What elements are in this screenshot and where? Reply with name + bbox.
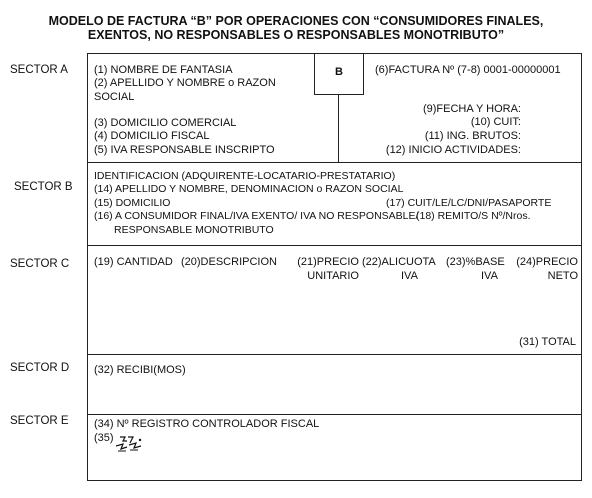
- remito-numero: (18) REMITO/S Nº/Nros.: [416, 210, 531, 222]
- col-alicuota-2: IVA: [401, 270, 418, 282]
- registro-controlador-fiscal: (34) Nº REGISTRO CONTROLADOR FISCAL: [94, 418, 320, 430]
- sector-c-label: SECTOR C: [10, 258, 70, 270]
- ingresos-brutos: (11) ING. BRUTOS:: [424, 130, 521, 142]
- col-precio-unitario-2: UNITARIO: [307, 270, 359, 282]
- nombre-fantasia: (1) NOMBRE DE FANTASIA: [94, 64, 233, 76]
- cuit-emisor: (10) CUIT:: [470, 116, 521, 128]
- separator-a-b: [87, 162, 582, 163]
- fecha-hora: (9)FECHA Y HORA:: [422, 103, 521, 115]
- cuit-documento: (17) CUIT/LE/LC/DNI/PASAPORTE: [386, 197, 552, 209]
- sector-d-label: SECTOR D: [10, 362, 70, 374]
- col-alicuota: (22)ALICUOTA: [362, 256, 436, 268]
- separator-b-c: [87, 245, 582, 246]
- col-precio-neto-2: NETO: [547, 270, 578, 282]
- col-cantidad: (19) CANTIDAD: [94, 256, 173, 268]
- col-precio-unitario: (21)PRECIO: [297, 256, 359, 268]
- iva-responsable: (5) IVA RESPONSABLE INSCRIPTO: [94, 144, 275, 156]
- title-line-1: MODELO DE FACTURA “B” POR OPERACIONES CON “CONSUMIDORES FINALES,: [48, 14, 544, 28]
- domicilio-fiscal: (4) DOMICILIO FISCAL: [94, 130, 210, 142]
- invoice-letter-box: [314, 53, 364, 95]
- col-base-iva: (23)%BASE: [446, 256, 505, 268]
- sector-a-label: SECTOR A: [10, 64, 68, 76]
- col-precio-neto: (24)PRECIO: [516, 256, 578, 268]
- sector-b-label: SECTOR B: [14, 181, 73, 193]
- separator-d-e: [87, 414, 582, 415]
- item-35-label: (35): [94, 432, 114, 444]
- total-label: (31) TOTAL: [519, 336, 576, 348]
- apellido-denominacion: (14) APELLIDO Y NOMBRE, DENOMINACION o RAZON SOCIAL: [94, 183, 404, 195]
- apellido-razon-social: (2) APELLIDO Y NOMBRE o RAZON: [94, 77, 276, 89]
- domicilio-comercial: (3) DOMICILIO COMERCIAL: [94, 117, 237, 129]
- inicio-actividades: (12) INICIO ACTIVIDADES:: [385, 144, 521, 156]
- condicion-iva: (16) A CONSUMIDOR FINAL/IVA EXENTO/ IVA NO RESPONSABLE/: [94, 210, 419, 222]
- col-base-iva-2: IVA: [481, 270, 498, 282]
- separator-c-d: [87, 354, 582, 355]
- domicilio-adquirente: (15) DOMICILIO: [94, 197, 171, 209]
- title-line-2: EXENTOS, NO RESPONSABLES O RESPONSABLES MONOTRIBUTO”: [87, 28, 505, 42]
- sector-a-divider: [338, 95, 339, 162]
- condicion-iva-cont: RESPONSABLE MONOTRIBUTO: [114, 224, 274, 236]
- apellido-razon-social-cont: SOCIAL: [94, 91, 135, 103]
- recibi-label: (32) RECIBI(MOS): [94, 364, 186, 376]
- invoice-letter: B: [335, 66, 343, 78]
- sector-e-label: SECTOR E: [10, 415, 69, 427]
- factura-numero: (6)FACTURA Nº (7-8) 0001-00000001: [375, 64, 561, 76]
- fiscal-logo-icon: [114, 434, 146, 454]
- col-descripcion: (20)DESCRIPCION: [181, 256, 277, 268]
- identificacion-adquirente: IDENTIFICACION (ADQUIRENTE-LOCATARIO-PRESTATARIO): [94, 170, 396, 182]
